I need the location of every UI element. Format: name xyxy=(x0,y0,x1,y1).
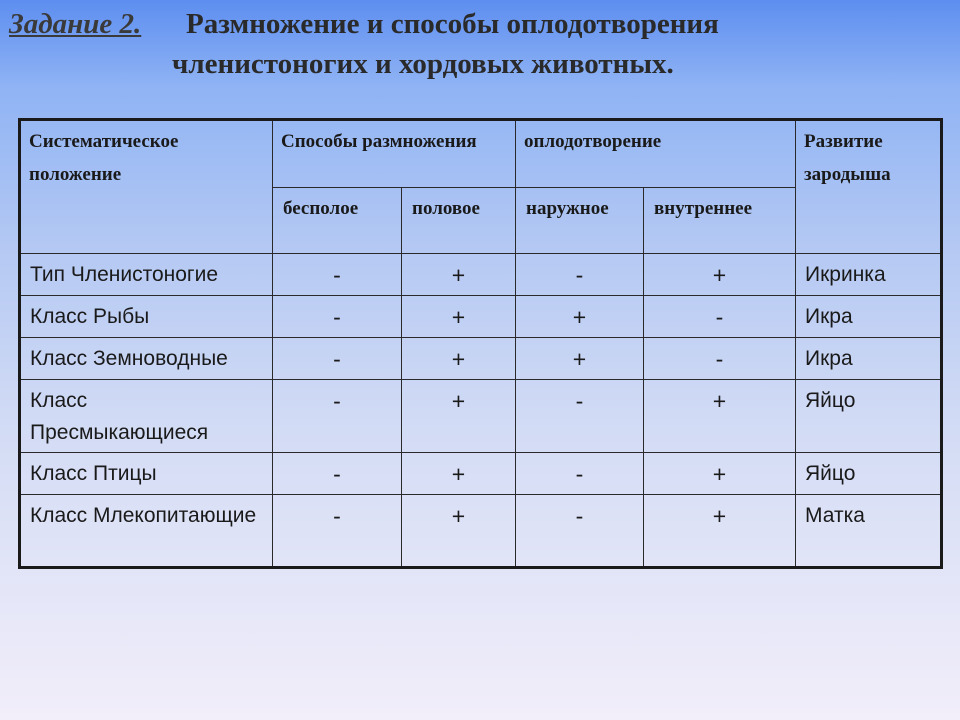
asexual-cell: - xyxy=(273,380,402,453)
asexual-cell: - xyxy=(273,338,402,380)
row-name-cell: Тип Членистоногие xyxy=(20,254,273,296)
sexual-cell: + xyxy=(402,380,516,453)
header-fertilization: оплодотворение xyxy=(516,120,796,188)
development-cell: Яйцо xyxy=(796,453,942,495)
asexual-cell: - xyxy=(273,495,402,568)
asexual-cell: - xyxy=(273,254,402,296)
external-cell: + xyxy=(516,296,644,338)
header-development: Развитие зародыша xyxy=(796,120,942,254)
task-label: Задание 2. xyxy=(9,8,142,40)
internal-cell: + xyxy=(644,380,796,453)
internal-cell: + xyxy=(644,495,796,568)
internal-cell: - xyxy=(644,338,796,380)
development-cell: Яйцо xyxy=(796,380,942,453)
sexual-cell: + xyxy=(402,453,516,495)
row-name-cell: Класс Млекопитающие xyxy=(20,495,273,568)
internal-cell: + xyxy=(644,254,796,296)
slide-title xyxy=(0,0,960,110)
internal-cell: + xyxy=(644,453,796,495)
table-row xyxy=(20,495,942,568)
table-row xyxy=(20,296,942,338)
header-external: наружное xyxy=(516,188,644,254)
header-asexual: бесполое xyxy=(273,188,402,254)
row-name-cell: Класс Пресмыкающиеся xyxy=(20,380,273,453)
external-cell: - xyxy=(516,453,644,495)
external-cell: - xyxy=(516,495,644,568)
title-line-2: членистоногих и хордовых животных. xyxy=(172,48,674,80)
development-cell: Икра xyxy=(796,338,942,380)
table-row xyxy=(20,453,942,495)
row-name-cell: Класс Рыбы xyxy=(20,296,273,338)
sexual-cell: + xyxy=(402,254,516,296)
row-name-cell: Класс Земноводные xyxy=(20,338,273,380)
header-systematic: Систематическое положение xyxy=(20,120,273,254)
sexual-cell: + xyxy=(402,296,516,338)
development-cell: Икринка xyxy=(796,254,942,296)
external-cell: - xyxy=(516,254,644,296)
sexual-cell: + xyxy=(402,495,516,568)
internal-cell: - xyxy=(644,296,796,338)
external-cell: + xyxy=(516,338,644,380)
header-row-1 xyxy=(20,120,942,188)
header-sexual: половое xyxy=(402,188,516,254)
external-cell: - xyxy=(516,380,644,453)
title-line-1: Размножение и способы оплодотворения xyxy=(186,8,719,40)
asexual-cell: - xyxy=(273,296,402,338)
header-internal: внутреннее xyxy=(644,188,796,254)
reproduction-table xyxy=(18,118,943,569)
header-reproduction: Способы размножения xyxy=(273,120,516,188)
table-row xyxy=(20,380,942,453)
sexual-cell: + xyxy=(402,338,516,380)
table-row xyxy=(20,338,942,380)
development-cell: Икра xyxy=(796,296,942,338)
development-cell: Матка xyxy=(796,495,942,568)
row-name-cell: Класс Птицы xyxy=(20,453,273,495)
asexual-cell: - xyxy=(273,453,402,495)
table-row xyxy=(20,254,942,296)
